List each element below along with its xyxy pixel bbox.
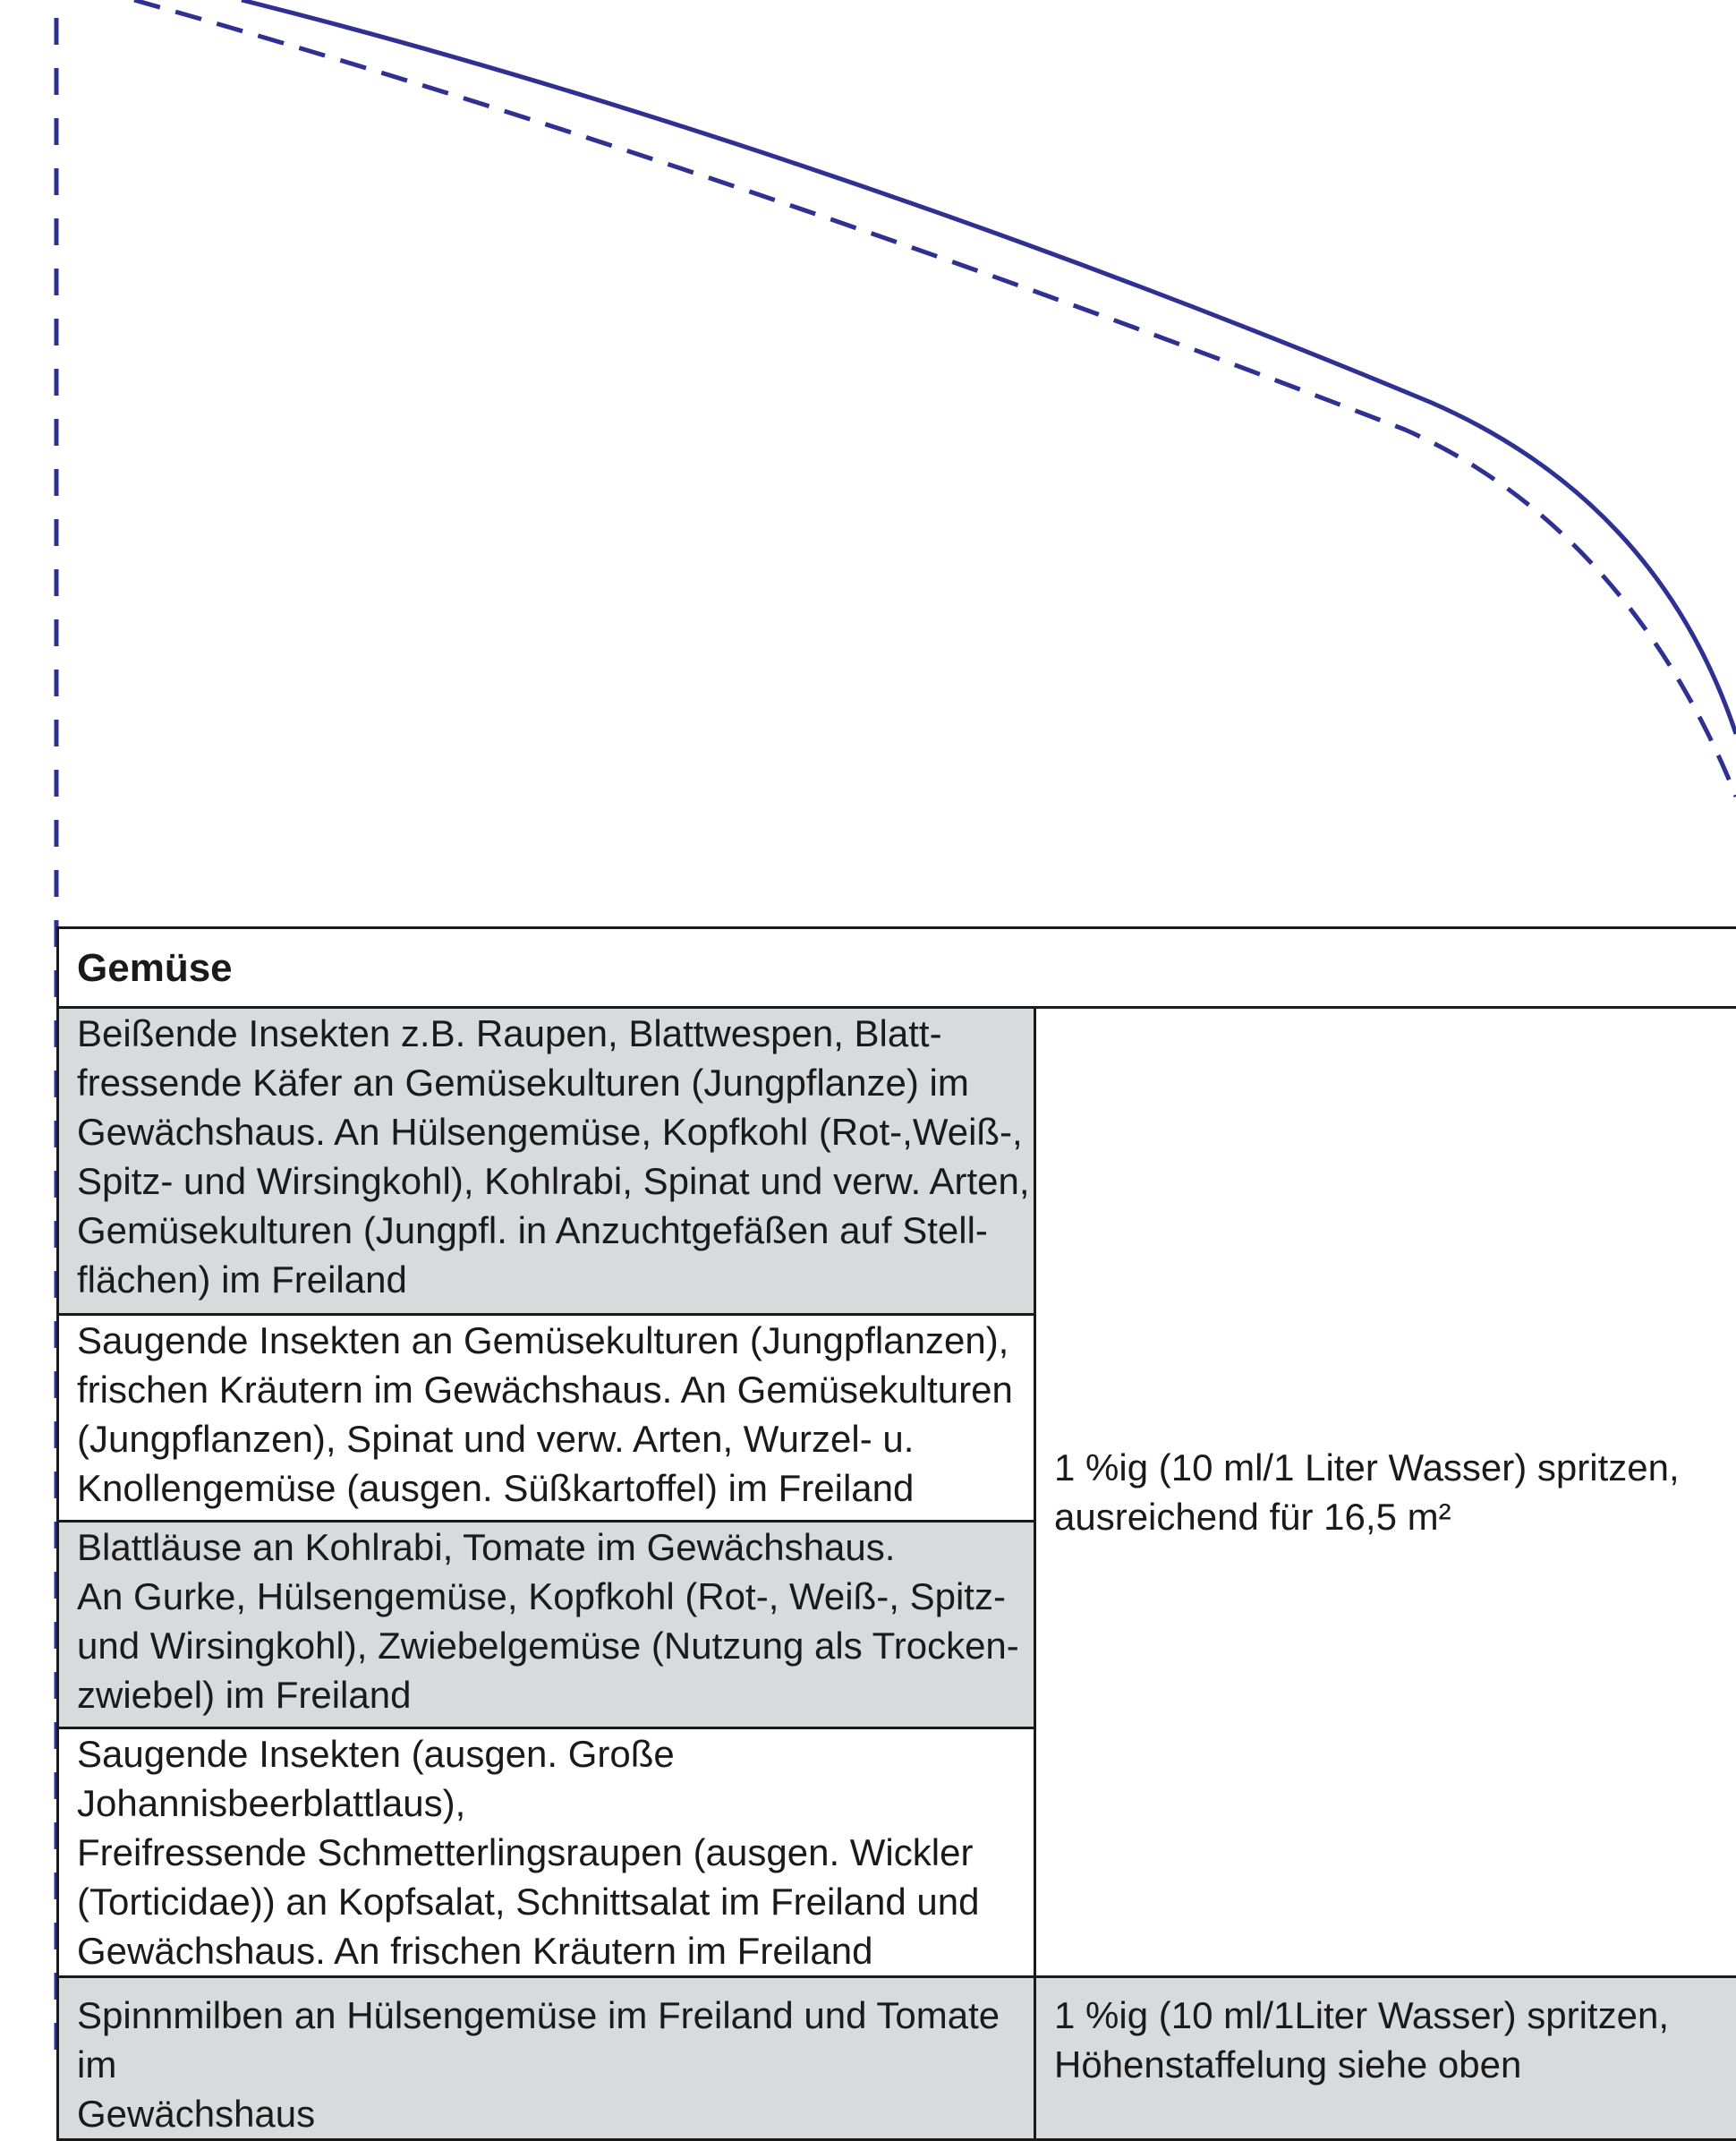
- dosage-cell: [1035, 1008, 1736, 1977]
- pest-cell: [58, 1522, 1035, 1728]
- pest-text: Saugende Insekten (ausgen. Große Johannisbeerblattlaus), Freifressende Schmetterlingsraupen (ausgen. Wickler (Torticidae)) an Kopfsalat, Schnittsalat im Freiland und Gewächshaus. An frischen Kräutern im Freiland: [77, 1729, 1030, 1975]
- dosage-cell: [1035, 1977, 1736, 2140]
- pest-text: Spinnmilben an Hülsengemüse im Freiland und Tomate im Gewächshaus: [77, 1991, 1030, 2138]
- table-row: [58, 1008, 1736, 1315]
- pest-cell: [58, 1728, 1035, 1977]
- pest-text: Blattläuse an Kohlrabi, Tomate im Gewächshaus. An Gurke, Hülsengemüse, Kopfkohl (Rot-, Weiß-, Spitz- und Wirsingkohl), Zwiebelgemüse (Nutzung als Trocken- zwiebel) im Freiland: [77, 1523, 1030, 1719]
- pest-cell: [58, 1008, 1035, 1315]
- bottle-outline-dashed: [134, 0, 1736, 797]
- pest-cell: [58, 1977, 1035, 2140]
- pest-text: Saugende Insekten an Gemüsekulturen (Jungpflanzen), frischen Kräutern im Gewächshaus. An Gemüsekulturen (Jungpflanzen), Spinat und verw. Arten, Wurzel- u. Knollengemüse (ausgen. Süßkartoffel) im Freiland: [77, 1316, 1030, 1513]
- pest-text: Beißende Insekten z.B. Raupen, Blattwespen, Blatt- fressende Käfer an Gemüsekulturen (Jungpflanze) im Gewächshaus. An Hülsengemüse, Kopfkohl (Rot-,Weiß-, Spitz- und Wirsingkohl), Kohlrabi, Spinat und verw. Arten, Gemüsekulturen (Jungpfl. in Anzuchtgefäßen auf Stell- flächen) im Freiland: [77, 1009, 1030, 1304]
- bottle-outline-solid: [242, 0, 1736, 734]
- dosage-text: 1 %ig (10 ml/1 Liter Wasser) spritzen, ausreichend für 16,5 m²: [1054, 1443, 1736, 1541]
- pest-cell: [58, 1315, 1035, 1522]
- dosage-text: 1 %ig (10 ml/1Liter Wasser) spritzen, Höhenstaffelung siehe oben: [1054, 1991, 1736, 2089]
- section-header-row: [58, 928, 1736, 1008]
- usage-table: [56, 926, 1736, 2141]
- table-row: [58, 1977, 1736, 2140]
- section-title: Gemüse: [58, 928, 1736, 1008]
